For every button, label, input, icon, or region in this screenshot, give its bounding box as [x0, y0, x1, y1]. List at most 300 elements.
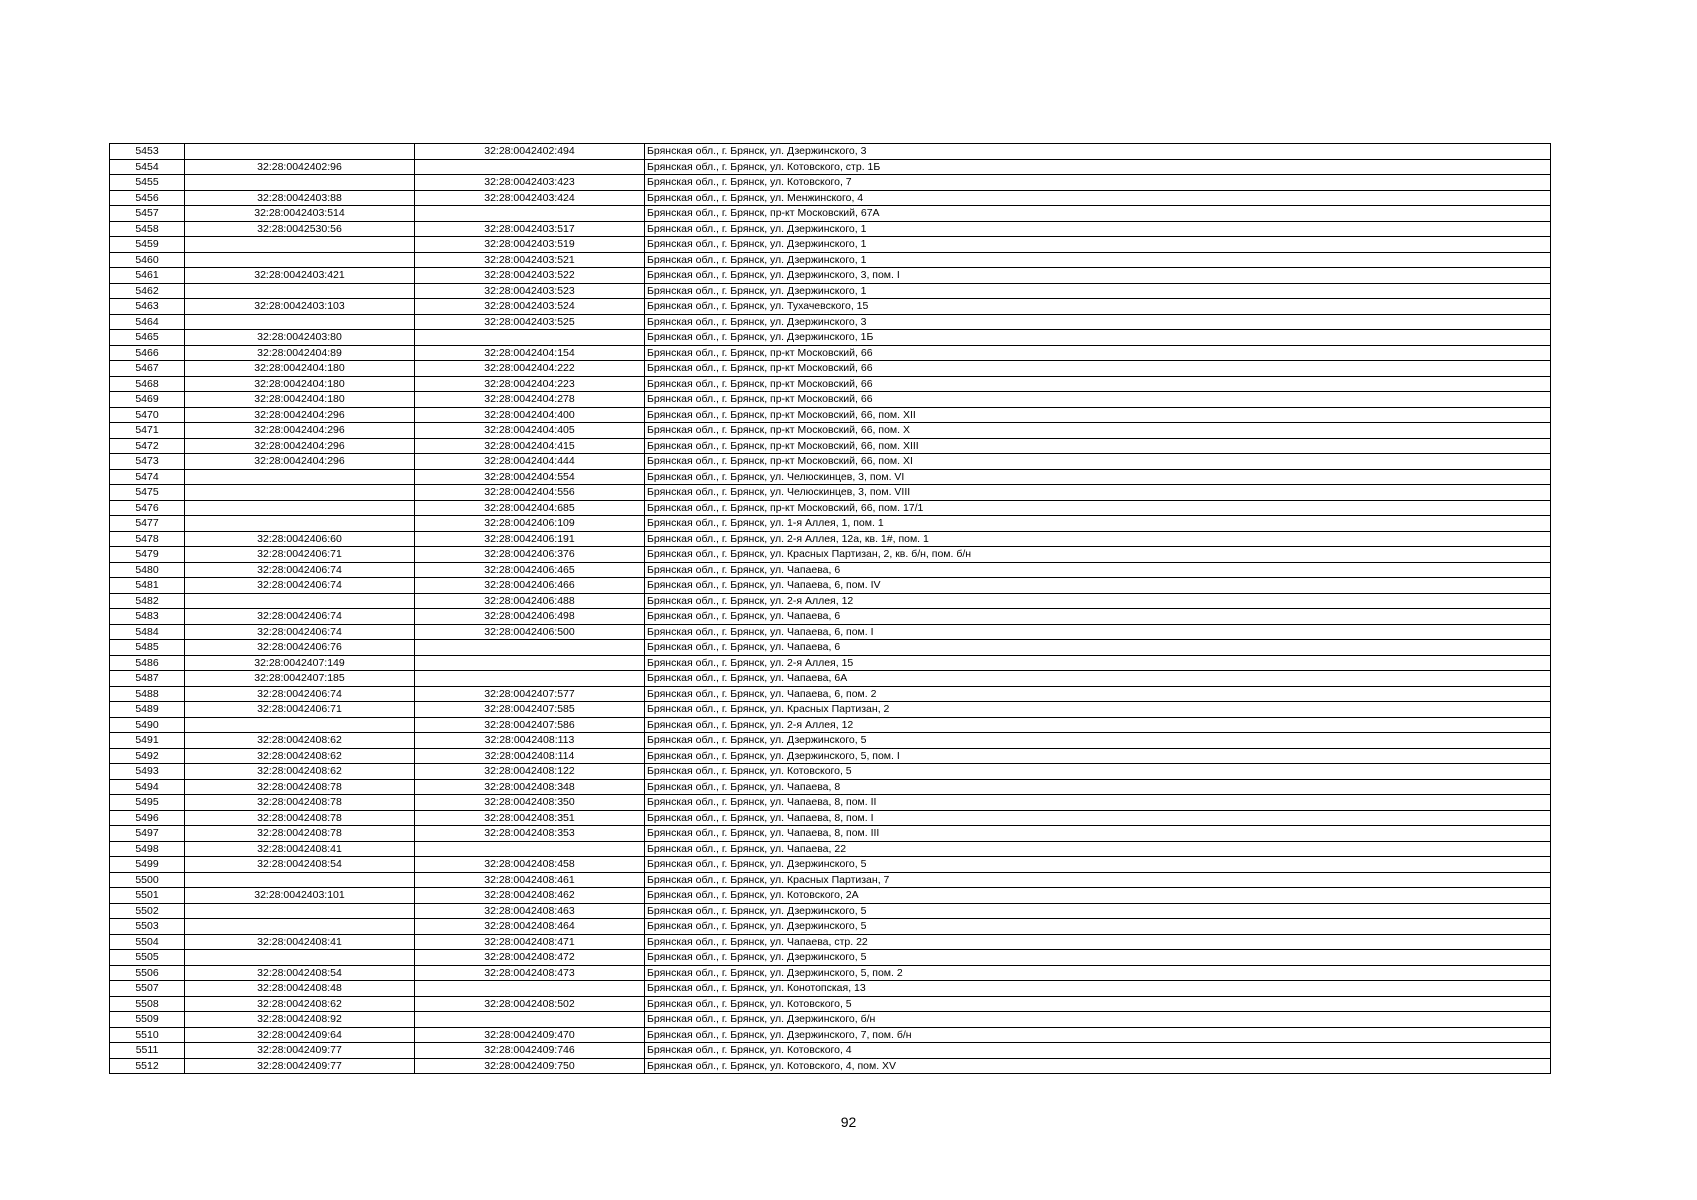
- object-cadastral-cell: 32:28:0042403:523: [415, 283, 645, 299]
- table-row: [110, 733, 1551, 749]
- table-row: [110, 1043, 1551, 1059]
- address-cell: Брянская обл., г. Брянск, ул. Котовского, 5: [645, 764, 1551, 780]
- object-cadastral-cell: [415, 159, 645, 175]
- row-number-cell: 5482: [110, 593, 185, 609]
- object-cadastral-cell: 32:28:0042403:517: [415, 221, 645, 237]
- row-number-cell: 5466: [110, 345, 185, 361]
- row-number-cell: 5502: [110, 903, 185, 919]
- address-cell: Брянская обл., г. Брянск, ул. Дзержинского, 1: [645, 283, 1551, 299]
- row-number-cell: 5485: [110, 640, 185, 656]
- table-row: [110, 1012, 1551, 1028]
- table-row: [110, 144, 1551, 160]
- row-number-cell: 5486: [110, 655, 185, 671]
- parcel-cadastral-cell: [185, 717, 415, 733]
- address-cell: Брянская обл., г. Брянск, ул. Котовского, 4, пом. XV: [645, 1058, 1551, 1074]
- row-number-cell: 5461: [110, 268, 185, 284]
- row-number-cell: 5500: [110, 872, 185, 888]
- table-row: [110, 1027, 1551, 1043]
- row-number-cell: 5463: [110, 299, 185, 315]
- object-cadastral-cell: 32:28:0042406:498: [415, 609, 645, 625]
- table-row: [110, 593, 1551, 609]
- table-row: [110, 810, 1551, 826]
- address-cell: Брянская обл., г. Брянск, ул. Котовского, стр. 1Б: [645, 159, 1551, 175]
- address-cell: Брянская обл., г. Брянск, ул. Дзержинского, 5, пом. I: [645, 748, 1551, 764]
- object-cadastral-cell: 32:28:0042408:502: [415, 996, 645, 1012]
- address-cell: Брянская обл., г. Брянск, пр-кт Московский, 66: [645, 361, 1551, 377]
- parcel-cadastral-cell: 32:28:0042406:71: [185, 702, 415, 718]
- parcel-cadastral-cell: 32:28:0042406:60: [185, 531, 415, 547]
- address-cell: Брянская обл., г. Брянск, ул. Дзержинского, 5: [645, 733, 1551, 749]
- object-cadastral-cell: 32:28:0042404:405: [415, 423, 645, 439]
- table-row: [110, 175, 1551, 191]
- parcel-cadastral-cell: 32:28:0042406:74: [185, 609, 415, 625]
- object-cadastral-cell: 32:28:0042408:114: [415, 748, 645, 764]
- table-row: [110, 919, 1551, 935]
- parcel-cadastral-cell: 32:28:0042408:54: [185, 857, 415, 873]
- parcel-cadastral-cell: 32:28:0042403:514: [185, 206, 415, 222]
- table-row: [110, 190, 1551, 206]
- object-cadastral-cell: 32:28:0042408:348: [415, 779, 645, 795]
- row-number-cell: 5478: [110, 531, 185, 547]
- table-row: [110, 330, 1551, 346]
- object-cadastral-cell: [415, 671, 645, 687]
- row-number-cell: 5487: [110, 671, 185, 687]
- address-cell: Брянская обл., г. Брянск, ул. Дзержинского, 1Б: [645, 330, 1551, 346]
- address-cell: Брянская обл., г. Брянск, ул. Чапаева, 6: [645, 609, 1551, 625]
- object-cadastral-cell: [415, 981, 645, 997]
- address-cell: Брянская обл., г. Брянск, ул. Дзержинского, 7, пом. б/н: [645, 1027, 1551, 1043]
- table-row: [110, 376, 1551, 392]
- address-cell: Брянская обл., г. Брянск, ул. Котовского, 4: [645, 1043, 1551, 1059]
- object-cadastral-cell: 32:28:0042403:525: [415, 314, 645, 330]
- table-row: [110, 206, 1551, 222]
- address-cell: Брянская обл., г. Брянск, пр-кт Московский, 67А: [645, 206, 1551, 222]
- object-cadastral-cell: 32:28:0042406:488: [415, 593, 645, 609]
- registry-table: [109, 143, 1551, 1074]
- parcel-cadastral-cell: 32:28:0042404:89: [185, 345, 415, 361]
- row-number-cell: 5496: [110, 810, 185, 826]
- object-cadastral-cell: 32:28:0042403:423: [415, 175, 645, 191]
- parcel-cadastral-cell: 32:28:0042530:56: [185, 221, 415, 237]
- row-number-cell: 5470: [110, 407, 185, 423]
- table-row: [110, 531, 1551, 547]
- address-cell: Брянская обл., г. Брянск, ул. Дзержинского, 3, пом. I: [645, 268, 1551, 284]
- row-number-cell: 5455: [110, 175, 185, 191]
- address-cell: Брянская обл., г. Брянск, ул. Котовского, 7: [645, 175, 1551, 191]
- address-cell: Брянская обл., г. Брянск, ул. Дзержинского, б/н: [645, 1012, 1551, 1028]
- parcel-cadastral-cell: 32:28:0042408:78: [185, 810, 415, 826]
- address-cell: Брянская обл., г. Брянск, ул. Чапаева, 6, пом. 2: [645, 686, 1551, 702]
- table-row: [110, 252, 1551, 268]
- table-row: [110, 934, 1551, 950]
- object-cadastral-cell: 32:28:0042408:351: [415, 810, 645, 826]
- object-cadastral-cell: 32:28:0042404:154: [415, 345, 645, 361]
- object-cadastral-cell: 32:28:0042407:577: [415, 686, 645, 702]
- page-number: 92: [840, 1114, 857, 1130]
- row-number-cell: 5467: [110, 361, 185, 377]
- object-cadastral-cell: 32:28:0042406:191: [415, 531, 645, 547]
- parcel-cadastral-cell: 32:28:0042404:296: [185, 407, 415, 423]
- object-cadastral-cell: 32:28:0042408:463: [415, 903, 645, 919]
- row-number-cell: 5508: [110, 996, 185, 1012]
- parcel-cadastral-cell: 32:28:0042408:41: [185, 841, 415, 857]
- parcel-cadastral-cell: [185, 252, 415, 268]
- object-cadastral-cell: 32:28:0042403:519: [415, 237, 645, 253]
- parcel-cadastral-cell: 32:28:0042404:180: [185, 392, 415, 408]
- row-number-cell: 5484: [110, 624, 185, 640]
- table-row: [110, 1058, 1551, 1074]
- parcel-cadastral-cell: 32:28:0042407:149: [185, 655, 415, 671]
- parcel-cadastral-cell: 32:28:0042408:78: [185, 826, 415, 842]
- address-cell: Брянская обл., г. Брянск, пр-кт Московский, 66, пом. XI: [645, 454, 1551, 470]
- table-row: [110, 764, 1551, 780]
- registry-table-body: [110, 144, 1551, 1074]
- row-number-cell: 5512: [110, 1058, 185, 1074]
- parcel-cadastral-cell: 32:28:0042408:62: [185, 748, 415, 764]
- row-number-cell: 5475: [110, 485, 185, 501]
- row-number-cell: 5492: [110, 748, 185, 764]
- table-row: [110, 888, 1551, 904]
- table-row: [110, 407, 1551, 423]
- table-row: [110, 283, 1551, 299]
- table-row: [110, 779, 1551, 795]
- address-cell: Брянская обл., г. Брянск, ул. Котовского, 5: [645, 996, 1551, 1012]
- table-row: [110, 748, 1551, 764]
- address-cell: Брянская обл., г. Брянск, ул. Чапаева, 6, пом. I: [645, 624, 1551, 640]
- parcel-cadastral-cell: [185, 872, 415, 888]
- address-cell: Брянская обл., г. Брянск, ул. Чапаева, 6: [645, 640, 1551, 656]
- object-cadastral-cell: 32:28:0042408:471: [415, 934, 645, 950]
- address-cell: Брянская обл., г. Брянск, ул. Чапаева, 6, пом. IV: [645, 578, 1551, 594]
- address-cell: Брянская обл., г. Брянск, ул. Красных Партизан, 7: [645, 872, 1551, 888]
- parcel-cadastral-cell: 32:28:0042404:180: [185, 376, 415, 392]
- object-cadastral-cell: 32:28:0042402:494: [415, 144, 645, 160]
- object-cadastral-cell: 32:28:0042408:122: [415, 764, 645, 780]
- object-cadastral-cell: 32:28:0042408:472: [415, 950, 645, 966]
- address-cell: Брянская обл., г. Брянск, ул. Дзержинского, 1: [645, 252, 1551, 268]
- row-number-cell: 5457: [110, 206, 185, 222]
- object-cadastral-cell: [415, 330, 645, 346]
- address-cell: Брянская обл., г. Брянск, ул. Дзержинского, 3: [645, 144, 1551, 160]
- row-number-cell: 5488: [110, 686, 185, 702]
- parcel-cadastral-cell: 32:28:0042408:78: [185, 795, 415, 811]
- object-cadastral-cell: 32:28:0042403:521: [415, 252, 645, 268]
- object-cadastral-cell: 32:28:0042408:461: [415, 872, 645, 888]
- table-row: [110, 159, 1551, 175]
- parcel-cadastral-cell: [185, 469, 415, 485]
- parcel-cadastral-cell: [185, 283, 415, 299]
- parcel-cadastral-cell: 32:28:0042408:41: [185, 934, 415, 950]
- parcel-cadastral-cell: [185, 237, 415, 253]
- address-cell: Брянская обл., г. Брянск, ул. 2-я Аллея, 12: [645, 593, 1551, 609]
- object-cadastral-cell: 32:28:0042404:556: [415, 485, 645, 501]
- row-number-cell: 5477: [110, 516, 185, 532]
- address-cell: Брянская обл., г. Брянск, ул. Дзержинского, 1: [645, 221, 1551, 237]
- address-cell: Брянская обл., г. Брянск, ул. 1-я Аллея, 1, пом. 1: [645, 516, 1551, 532]
- row-number-cell: 5504: [110, 934, 185, 950]
- row-number-cell: 5464: [110, 314, 185, 330]
- parcel-cadastral-cell: [185, 919, 415, 935]
- parcel-cadastral-cell: 32:28:0042402:96: [185, 159, 415, 175]
- object-cadastral-cell: 32:28:0042403:424: [415, 190, 645, 206]
- row-number-cell: 5506: [110, 965, 185, 981]
- object-cadastral-cell: 32:28:0042409:470: [415, 1027, 645, 1043]
- parcel-cadastral-cell: 32:28:0042404:296: [185, 454, 415, 470]
- row-number-cell: 5473: [110, 454, 185, 470]
- object-cadastral-cell: 32:28:0042408:350: [415, 795, 645, 811]
- address-cell: Брянская обл., г. Брянск, ул. Дзержинского, 5: [645, 919, 1551, 935]
- address-cell: Брянская обл., г. Брянск, ул. Чапаева, 6А: [645, 671, 1551, 687]
- row-number-cell: 5456: [110, 190, 185, 206]
- object-cadastral-cell: [415, 655, 645, 671]
- row-number-cell: 5489: [110, 702, 185, 718]
- parcel-cadastral-cell: [185, 593, 415, 609]
- address-cell: Брянская обл., г. Брянск, ул. 2-я Аллея, 12: [645, 717, 1551, 733]
- parcel-cadastral-cell: 32:28:0042403:421: [185, 268, 415, 284]
- address-cell: Брянская обл., г. Брянск, ул. 2-я Аллея, 12а, кв. 1#, пом. 1: [645, 531, 1551, 547]
- row-number-cell: 5507: [110, 981, 185, 997]
- row-number-cell: 5462: [110, 283, 185, 299]
- object-cadastral-cell: 32:28:0042408:462: [415, 888, 645, 904]
- table-row: [110, 950, 1551, 966]
- object-cadastral-cell: [415, 206, 645, 222]
- table-row: [110, 500, 1551, 516]
- row-number-cell: 5509: [110, 1012, 185, 1028]
- parcel-cadastral-cell: 32:28:0042406:71: [185, 547, 415, 563]
- row-number-cell: 5498: [110, 841, 185, 857]
- parcel-cadastral-cell: [185, 903, 415, 919]
- address-cell: Брянская обл., г. Брянск, ул. Чапаева, 8, пом. III: [645, 826, 1551, 842]
- row-number-cell: 5481: [110, 578, 185, 594]
- parcel-cadastral-cell: 32:28:0042407:185: [185, 671, 415, 687]
- table-row: [110, 237, 1551, 253]
- table-row: [110, 609, 1551, 625]
- parcel-cadastral-cell: 32:28:0042408:78: [185, 779, 415, 795]
- table-row: [110, 578, 1551, 594]
- object-cadastral-cell: 32:28:0042409:750: [415, 1058, 645, 1074]
- table-row: [110, 423, 1551, 439]
- address-cell: Брянская обл., г. Брянск, пр-кт Московский, 66, пом. 17/1: [645, 500, 1551, 516]
- object-cadastral-cell: 32:28:0042408:458: [415, 857, 645, 873]
- row-number-cell: 5510: [110, 1027, 185, 1043]
- table-row: [110, 826, 1551, 842]
- row-number-cell: 5503: [110, 919, 185, 935]
- row-number-cell: 5497: [110, 826, 185, 842]
- row-number-cell: 5480: [110, 562, 185, 578]
- parcel-cadastral-cell: 32:28:0042406:74: [185, 624, 415, 640]
- parcel-cadastral-cell: 32:28:0042404:296: [185, 423, 415, 439]
- row-number-cell: 5460: [110, 252, 185, 268]
- table-row: [110, 516, 1551, 532]
- address-cell: Брянская обл., г. Брянск, ул. 2-я Аллея, 15: [645, 655, 1551, 671]
- registry-table-container: [109, 143, 1550, 1074]
- row-number-cell: 5505: [110, 950, 185, 966]
- address-cell: Брянская обл., г. Брянск, пр-кт Московский, 66, пом. XII: [645, 407, 1551, 423]
- address-cell: Брянская обл., г. Брянск, ул. Дзержинского, 5: [645, 950, 1551, 966]
- object-cadastral-cell: 32:28:0042404:400: [415, 407, 645, 423]
- object-cadastral-cell: 32:28:0042406:109: [415, 516, 645, 532]
- address-cell: Брянская обл., г. Брянск, ул. Дзержинского, 1: [645, 237, 1551, 253]
- parcel-cadastral-cell: 32:28:0042404:296: [185, 438, 415, 454]
- address-cell: Брянская обл., г. Брянск, ул. Конотопская, 13: [645, 981, 1551, 997]
- address-cell: Брянская обл., г. Брянск, ул. Чапаева, стр. 22: [645, 934, 1551, 950]
- address-cell: Брянская обл., г. Брянск, ул. Красных Партизан, 2, кв. б/н, пом. б/н: [645, 547, 1551, 563]
- row-number-cell: 5454: [110, 159, 185, 175]
- row-number-cell: 5471: [110, 423, 185, 439]
- address-cell: Брянская обл., г. Брянск, ул. Чапаева, 8, пом. II: [645, 795, 1551, 811]
- parcel-cadastral-cell: 32:28:0042408:54: [185, 965, 415, 981]
- row-number-cell: 5479: [110, 547, 185, 563]
- table-row: [110, 454, 1551, 470]
- row-number-cell: 5465: [110, 330, 185, 346]
- row-number-cell: 5459: [110, 237, 185, 253]
- table-row: [110, 655, 1551, 671]
- object-cadastral-cell: 32:28:0042404:223: [415, 376, 645, 392]
- object-cadastral-cell: 32:28:0042403:522: [415, 268, 645, 284]
- parcel-cadastral-cell: 32:28:0042409:64: [185, 1027, 415, 1043]
- address-cell: Брянская обл., г. Брянск, ул. Чапаева, 22: [645, 841, 1551, 857]
- address-cell: Брянская обл., г. Брянск, пр-кт Московский, 66: [645, 345, 1551, 361]
- row-number-cell: 5493: [110, 764, 185, 780]
- address-cell: Брянская обл., г. Брянск, пр-кт Московский, 66: [645, 392, 1551, 408]
- object-cadastral-cell: 32:28:0042406:376: [415, 547, 645, 563]
- row-number-cell: 5494: [110, 779, 185, 795]
- parcel-cadastral-cell: [185, 516, 415, 532]
- table-row: [110, 717, 1551, 733]
- parcel-cadastral-cell: 32:28:0042406:74: [185, 686, 415, 702]
- table-row: [110, 965, 1551, 981]
- row-number-cell: 5490: [110, 717, 185, 733]
- row-number-cell: 5499: [110, 857, 185, 873]
- table-row: [110, 268, 1551, 284]
- parcel-cadastral-cell: 32:28:0042408:62: [185, 733, 415, 749]
- object-cadastral-cell: 32:28:0042407:585: [415, 702, 645, 718]
- address-cell: Брянская обл., г. Брянск, ул. Чапаева, 6: [645, 562, 1551, 578]
- address-cell: Брянская обл., г. Брянск, ул. Тухачевского, 15: [645, 299, 1551, 315]
- address-cell: Брянская обл., г. Брянск, ул. Дзержинского, 3: [645, 314, 1551, 330]
- object-cadastral-cell: [415, 1012, 645, 1028]
- row-number-cell: 5474: [110, 469, 185, 485]
- address-cell: Брянская обл., г. Брянск, ул. Котовского, 2А: [645, 888, 1551, 904]
- table-row: [110, 996, 1551, 1012]
- table-row: [110, 981, 1551, 997]
- table-row: [110, 686, 1551, 702]
- table-row: [110, 392, 1551, 408]
- table-row: [110, 640, 1551, 656]
- table-row: [110, 671, 1551, 687]
- parcel-cadastral-cell: 32:28:0042408:92: [185, 1012, 415, 1028]
- address-cell: Брянская обл., г. Брянск, ул. Челюскинцев, 3, пом. VI: [645, 469, 1551, 485]
- table-row: [110, 345, 1551, 361]
- object-cadastral-cell: 32:28:0042404:222: [415, 361, 645, 377]
- object-cadastral-cell: [415, 640, 645, 656]
- table-row: [110, 485, 1551, 501]
- row-number-cell: 5453: [110, 144, 185, 160]
- table-row: [110, 857, 1551, 873]
- parcel-cadastral-cell: 32:28:0042408:48: [185, 981, 415, 997]
- row-number-cell: 5491: [110, 733, 185, 749]
- table-row: [110, 624, 1551, 640]
- object-cadastral-cell: 32:28:0042409:746: [415, 1043, 645, 1059]
- row-number-cell: 5501: [110, 888, 185, 904]
- table-row: [110, 547, 1551, 563]
- parcel-cadastral-cell: 32:28:0042406:76: [185, 640, 415, 656]
- object-cadastral-cell: 32:28:0042406:465: [415, 562, 645, 578]
- object-cadastral-cell: 32:28:0042406:500: [415, 624, 645, 640]
- object-cadastral-cell: 32:28:0042408:113: [415, 733, 645, 749]
- object-cadastral-cell: 32:28:0042403:524: [415, 299, 645, 315]
- address-cell: Брянская обл., г. Брянск, ул. Дзержинского, 5: [645, 857, 1551, 873]
- parcel-cadastral-cell: [185, 314, 415, 330]
- row-number-cell: 5469: [110, 392, 185, 408]
- parcel-cadastral-cell: 32:28:0042403:80: [185, 330, 415, 346]
- object-cadastral-cell: 32:28:0042406:466: [415, 578, 645, 594]
- object-cadastral-cell: 32:28:0042407:586: [415, 717, 645, 733]
- parcel-cadastral-cell: 32:28:0042403:103: [185, 299, 415, 315]
- table-row: [110, 438, 1551, 454]
- parcel-cadastral-cell: 32:28:0042404:180: [185, 361, 415, 377]
- address-cell: Брянская обл., г. Брянск, ул. Челюскинцев, 3, пом. VIII: [645, 485, 1551, 501]
- object-cadastral-cell: 32:28:0042404:444: [415, 454, 645, 470]
- parcel-cadastral-cell: [185, 500, 415, 516]
- parcel-cadastral-cell: [185, 950, 415, 966]
- table-row: [110, 903, 1551, 919]
- parcel-cadastral-cell: 32:28:0042408:62: [185, 996, 415, 1012]
- table-row: [110, 795, 1551, 811]
- parcel-cadastral-cell: 32:28:0042406:74: [185, 578, 415, 594]
- row-number-cell: 5483: [110, 609, 185, 625]
- parcel-cadastral-cell: [185, 144, 415, 160]
- row-number-cell: 5476: [110, 500, 185, 516]
- address-cell: Брянская обл., г. Брянск, пр-кт Московский, 66: [645, 376, 1551, 392]
- address-cell: Брянская обл., г. Брянск, ул. Красных Партизан, 2: [645, 702, 1551, 718]
- address-cell: Брянская обл., г. Брянск, ул. Чапаева, 8, пом. I: [645, 810, 1551, 826]
- parcel-cadastral-cell: [185, 175, 415, 191]
- table-row: [110, 299, 1551, 315]
- object-cadastral-cell: 32:28:0042404:685: [415, 500, 645, 516]
- table-row: [110, 361, 1551, 377]
- address-cell: Брянская обл., г. Брянск, пр-кт Московский, 66, пом. XIII: [645, 438, 1551, 454]
- parcel-cadastral-cell: 32:28:0042403:88: [185, 190, 415, 206]
- parcel-cadastral-cell: 32:28:0042409:77: [185, 1043, 415, 1059]
- address-cell: Брянская обл., г. Брянск, ул. Дзержинского, 5: [645, 903, 1551, 919]
- table-row: [110, 702, 1551, 718]
- table-row: [110, 841, 1551, 857]
- object-cadastral-cell: 32:28:0042404:554: [415, 469, 645, 485]
- address-cell: Брянская обл., г. Брянск, ул. Чапаева, 8: [645, 779, 1551, 795]
- table-row: [110, 562, 1551, 578]
- table-row: [110, 221, 1551, 237]
- row-number-cell: 5468: [110, 376, 185, 392]
- parcel-cadastral-cell: 32:28:0042403:101: [185, 888, 415, 904]
- row-number-cell: 5458: [110, 221, 185, 237]
- address-cell: Брянская обл., г. Брянск, ул. Дзержинского, 5, пом. 2: [645, 965, 1551, 981]
- parcel-cadastral-cell: 32:28:0042409:77: [185, 1058, 415, 1074]
- address-cell: Брянская обл., г. Брянск, пр-кт Московский, 66, пом. X: [645, 423, 1551, 439]
- object-cadastral-cell: 32:28:0042408:353: [415, 826, 645, 842]
- row-number-cell: 5511: [110, 1043, 185, 1059]
- table-row: [110, 469, 1551, 485]
- object-cadastral-cell: [415, 841, 645, 857]
- row-number-cell: 5495: [110, 795, 185, 811]
- parcel-cadastral-cell: 32:28:0042408:62: [185, 764, 415, 780]
- table-row: [110, 872, 1551, 888]
- row-number-cell: 5472: [110, 438, 185, 454]
- object-cadastral-cell: 32:28:0042404:278: [415, 392, 645, 408]
- parcel-cadastral-cell: 32:28:0042406:74: [185, 562, 415, 578]
- parcel-cadastral-cell: [185, 485, 415, 501]
- object-cadastral-cell: 32:28:0042408:464: [415, 919, 645, 935]
